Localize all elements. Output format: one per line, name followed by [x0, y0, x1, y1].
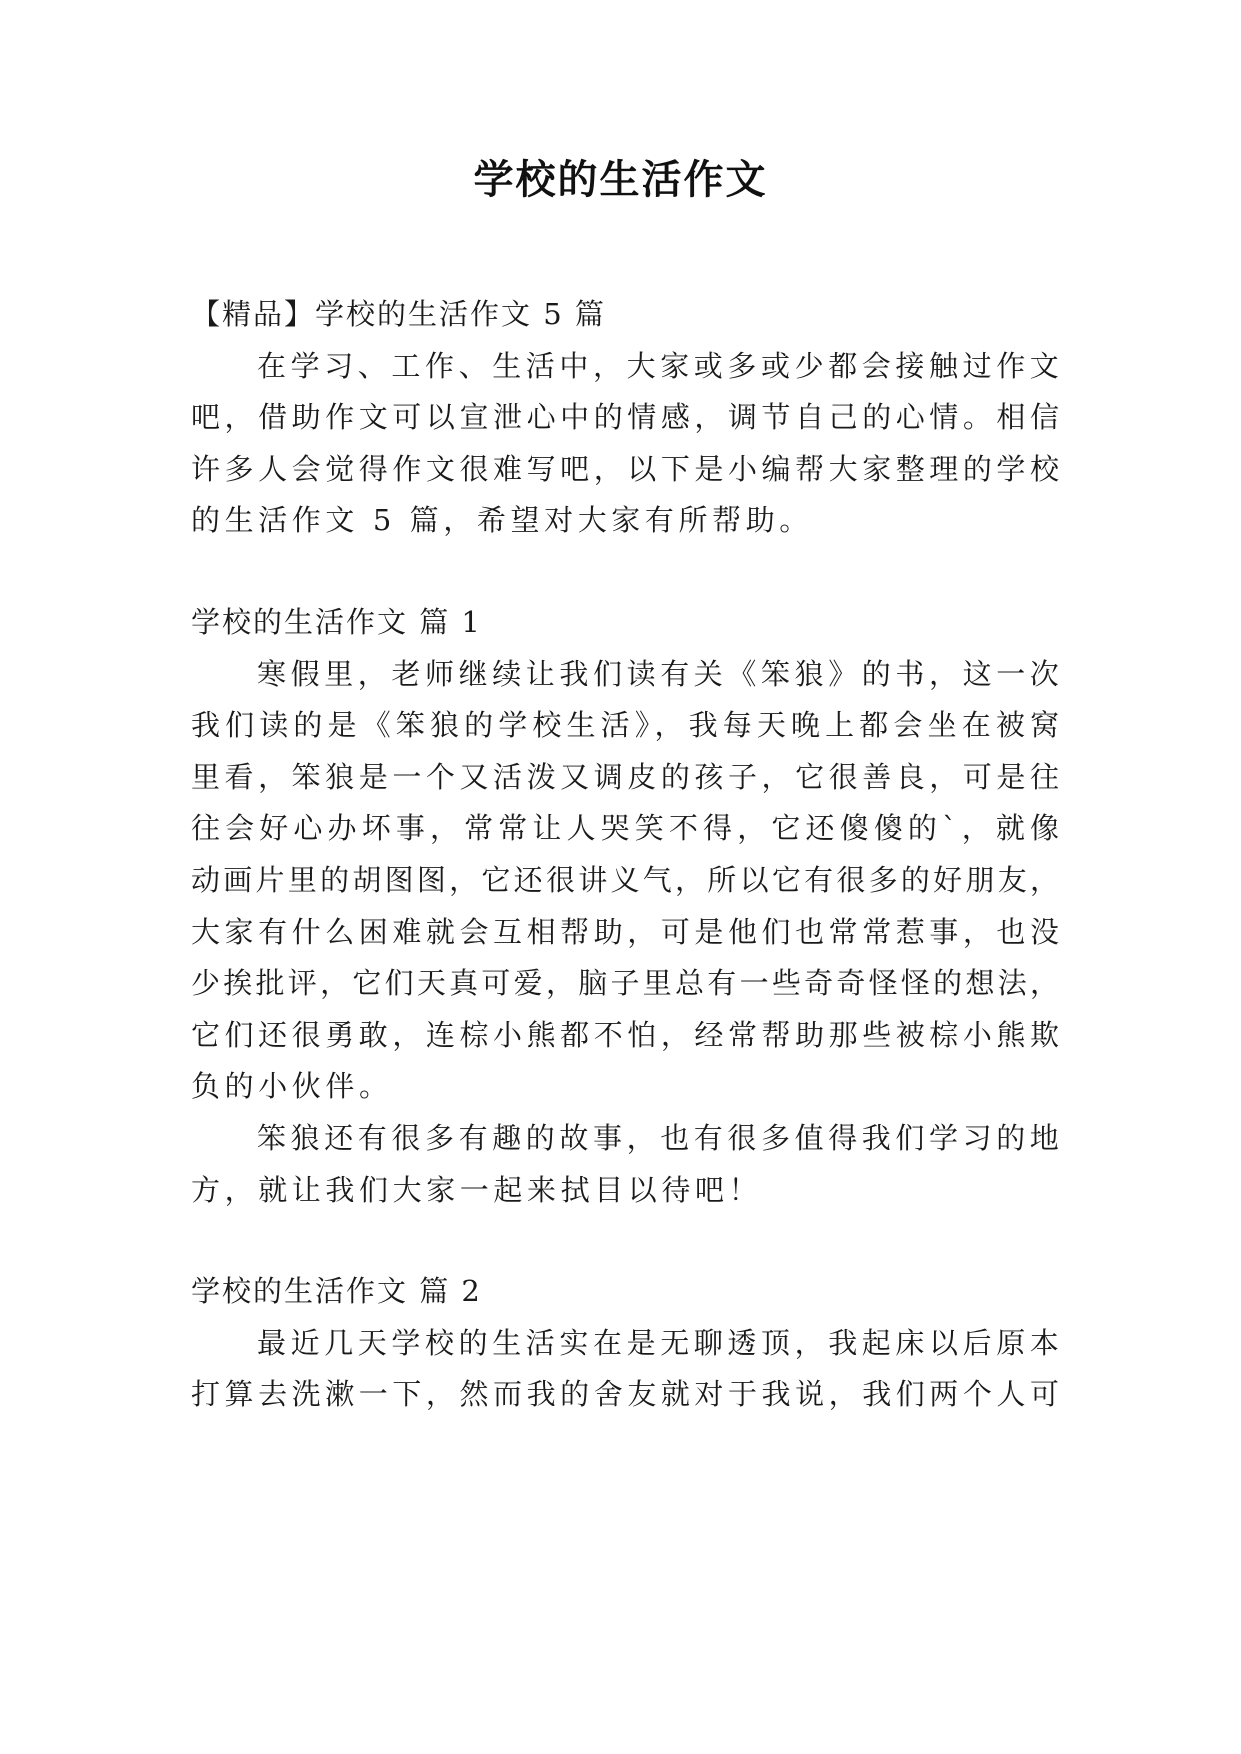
paragraph-line: 吧，借助作文可以宣泄心中的情感，调节自己的心情。相信: [191, 400, 1059, 435]
paragraph-line: 许多人会觉得作文很难写吧，以下是小编帮大家整理的学校: [191, 451, 1059, 486]
section-paragraph: [191, 1113, 1064, 1216]
document-title: 学校的生活作文: [473, 157, 768, 203]
paragraph-line: 动画片里的胡图图，它还很讲义气，所以它有很多的好朋友，: [191, 862, 1059, 897]
section-heading: 学校的生活作文 篇 2: [191, 1274, 482, 1309]
paragraph-line: 大家有什么困难就会互相帮助，可是他们也常常惹事，也没: [191, 914, 1059, 949]
paragraph-line: 我们读的是《笨狼的学校生活》，我每天晚上都会坐在被窝: [191, 708, 1059, 743]
paragraph-line: 笨狼还有很多有趣的故事，也有很多值得我们学习的地: [257, 1120, 1064, 1155]
intro-paragraph: [191, 341, 1064, 547]
paragraph-line: 寒假里，老师继续让我们读有关《笨狼》的书，这一次: [257, 656, 1064, 691]
section-paragraph: [191, 649, 1064, 1113]
paragraph-line: 负的小伙伴。: [191, 1069, 393, 1104]
section-2: [191, 1266, 1064, 1421]
section-spacer: [191, 1216, 1059, 1266]
section-spacer: [191, 547, 1059, 597]
paragraph-line: 打算去洗漱一下，然而我的舍友就对于我说，我们两个人可: [191, 1377, 1059, 1412]
paragraph-line: 的生活作文 5 篇，希望对大家有所帮助。: [191, 503, 813, 538]
paragraph-line: 在学习、工作、生活中，大家或多或少都会接触过作文: [257, 348, 1064, 383]
section-1: [191, 597, 1064, 1216]
section-paragraph: [191, 1318, 1064, 1421]
paragraph-line: 方，就让我们大家一起来拭目以待吧！: [191, 1172, 763, 1207]
document-body: [191, 289, 1064, 1421]
paragraph-line: 里看，笨狼是一个又活泼又调皮的孩子，它很善良，可是往: [191, 759, 1059, 794]
section-heading: 学校的生活作文 篇 1: [191, 604, 482, 639]
paragraph-line: 少挨批评，它们天真可爱，脑子里总有一些奇奇怪怪的想法，: [191, 966, 1059, 1001]
paragraph-line: 它们还很勇敢，连棕小熊都不怕，经常帮助那些被棕小熊欺: [191, 1017, 1059, 1052]
document-subtitle: 【精品】学校的生活作文 5 篇: [191, 297, 606, 331]
paragraph-line: 最近几天学校的生活实在是无聊透顶，我起床以后原本: [257, 1325, 1064, 1360]
paragraph-line: 往会好心办坏事，常常让人哭笑不得，它还傻傻的`，就像: [191, 811, 1059, 846]
